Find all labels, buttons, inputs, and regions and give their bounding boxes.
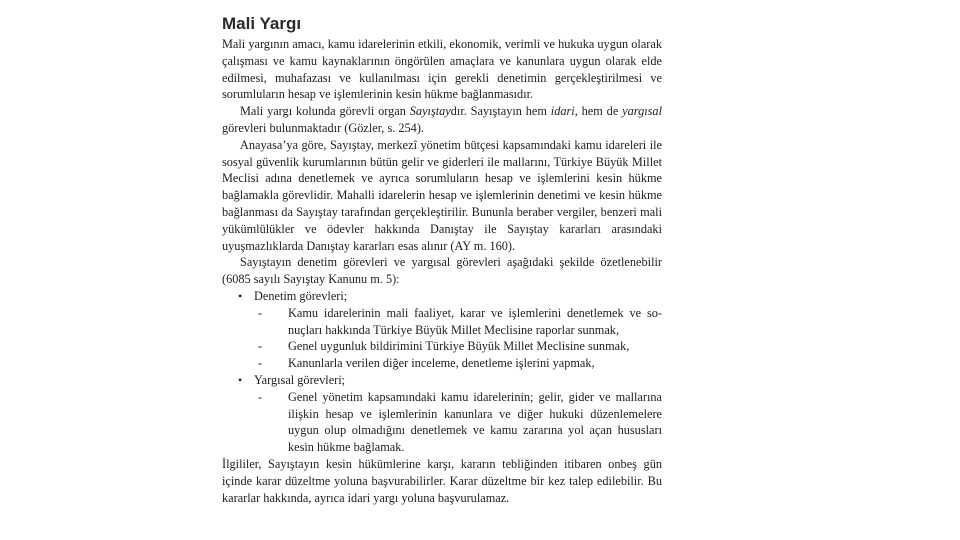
list-item: [256, 389, 662, 456]
organ-text-g: görevleri bulunmaktadır (Gözler, s. 254).: [222, 120, 425, 135]
paragraph-duties-intro: Sayıştayın denetim görevleri ve yargısal görevleri aşağıdaki şekilde özetlenebilir (6085 sayılı Sayıştay Kanunu m. 5):: [222, 255, 662, 287]
organ-name-italic: Sayıştay: [409, 104, 451, 119]
idari-italic: idari: [550, 104, 575, 119]
list-item-text: Kanunlarla verilen diğer inceleme, denetleme işlerini yapmak,: [288, 356, 595, 371]
yargisal-italic: yargısal: [622, 104, 662, 119]
duty-section-judicial: [222, 372, 662, 456]
bullet-icon: •: [238, 372, 243, 387]
dash-icon: -: [258, 305, 263, 320]
list-item-text: Kamu idarelerinin mali faaliyet, karar ve işlemlerini denetlemek ve sonuçları hakkında Türkiye Büyük Millet Meclisine raporlar sunmak,: [288, 305, 662, 337]
duty-section-title: Yargısal görevleri;: [254, 372, 346, 387]
list-item: [256, 355, 662, 372]
list-item: [256, 305, 662, 339]
audit-items: [254, 305, 662, 372]
bullet-icon: •: [238, 288, 243, 303]
section-heading: Mali Yargı: [222, 14, 302, 33]
duty-section-title: Denetim görevleri;: [254, 288, 348, 303]
dash-icon: -: [258, 339, 263, 354]
paragraph-organ: [222, 103, 662, 137]
list-item: [256, 338, 662, 355]
paragraph-constitution: Anayasa’ya göre, Sayıştay, merkezî yönetim bütçesi kapsamındaki kamu idareleri ile sosyal güvenlik kurumlarının bütün gelir ve giderleri ile mallarını, Türkiye Büyük Millet Meclisi adına denetlemek ve ayrıca sorumluların hesap ve işlemlerini kesin hükme bağlamakla görevlidir. Mahalli idarelerin hesap ve işlemlerinin denetimi ve kesin hükme bağlanması da Sayıştay tarafından gerçekleştirilir. Bununla beraber vergiler, benzeri mali yükümlülükler ve ödevler hakkında Danıştay ile Sayıştay kararları arasındaki uyuşmazlıklarda Danıştay kararları esas alınır (AY m. 160).: [222, 137, 662, 253]
document-page: [222, 14, 662, 506]
paragraph-purpose: Mali yargının amacı, kamu idarelerinin etkili, ekonomik, verimli ve hukuka uygun olarak çalışması ve kamu kaynaklarının öngörülen amaçlara ve kanunlara uygun olarak elde edilmesi, muhafazası ve kullanılması için gerekli denetimin gerçekleştirilmesi ve sorumluların hesap ve işlemlerinin kesin hükme bağlanmasıdır.: [222, 37, 662, 102]
organ-text-c: dır. Sayıştayın hem: [450, 104, 551, 119]
organ-text-a: Mali yargı kolunda görevli organ: [240, 104, 410, 119]
list-item-text: Genel yönetim kapsamındaki kamu idarelerinin; gelir, gider ve mallarına ilişkin hesap ve işlemlerinin kanunlara ve diğer hukuki düzenlemelere uygun olup olmadığını denetlemek ve kamu zararına yol açan hususları kesin hükme bağlamak.: [288, 389, 662, 455]
paragraph-appeal: İlgililer, Sayıştayın kesin hükümlerine karşı, kararın tebliğinden itibaren onbeş gün içinde karar düzeltme yoluna başvurabilirler. Karar düzeltme bir kez talep edilebilir. Bu kararlar hakkında, ayrıca idari yargı yoluna başvurulamaz.: [222, 456, 662, 505]
duty-section-audit: [222, 288, 662, 372]
dash-icon: -: [258, 389, 263, 404]
dash-icon: -: [258, 356, 263, 371]
organ-text-e: , hem de: [574, 104, 623, 119]
judicial-items: [254, 389, 662, 456]
list-item-text: Genel uygunluk bildirimini Türkiye Büyük Millet Meclisine sunmak,: [288, 339, 630, 354]
duties-list: [222, 288, 662, 456]
